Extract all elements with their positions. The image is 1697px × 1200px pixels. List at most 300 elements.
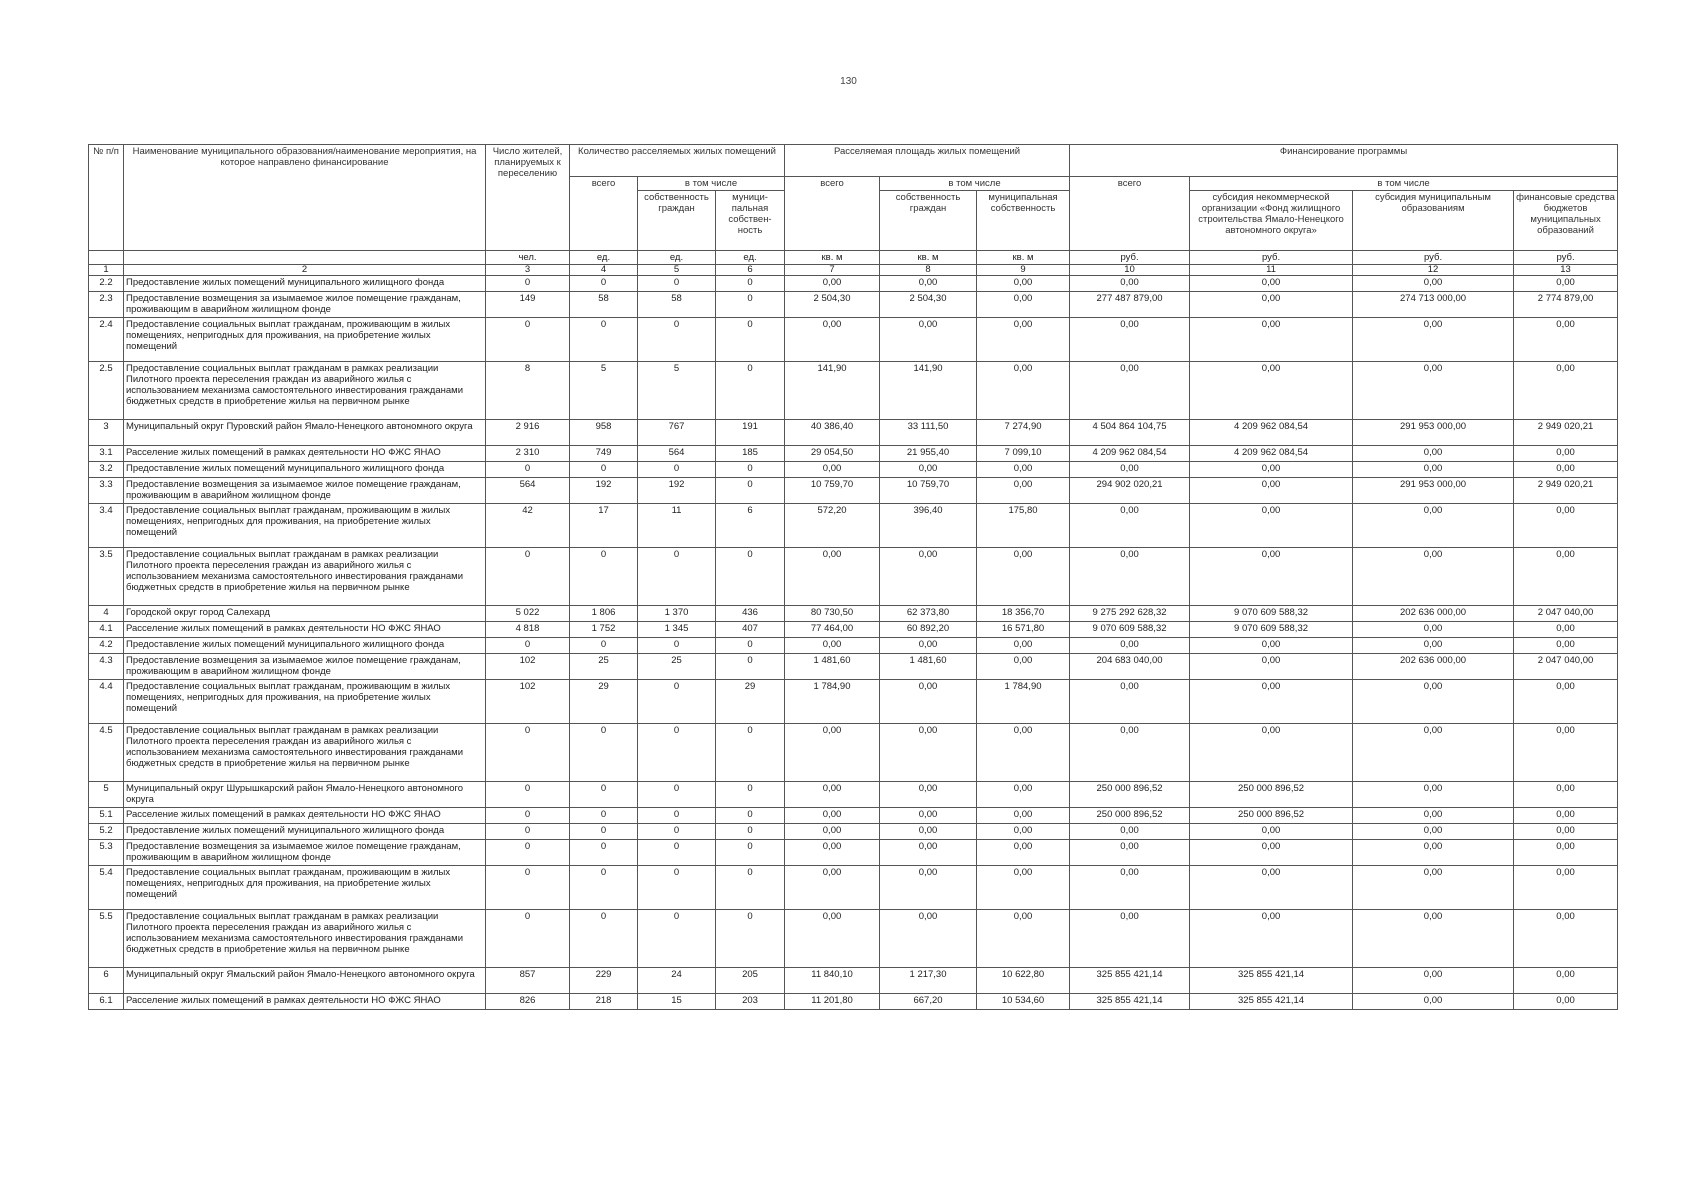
value-cell: 0,00 bbox=[880, 824, 977, 840]
header-fin-budget: финансовые средства бюджетов муниципальных образований bbox=[1514, 191, 1618, 251]
value-cell: 0,00 bbox=[1190, 292, 1353, 318]
unit-cell: ед. bbox=[570, 251, 638, 265]
value-cell: 0,00 bbox=[785, 866, 880, 910]
table-row bbox=[89, 606, 1618, 622]
header-residents: Число жителей, планируемых к переселению bbox=[486, 145, 570, 251]
unit-cell: кв. м bbox=[977, 251, 1070, 265]
value-cell: 0 bbox=[570, 724, 638, 782]
value-cell: 0,00 bbox=[1514, 362, 1618, 420]
value-cell: 0,00 bbox=[1514, 808, 1618, 824]
header-area: Расселяемая площадь жилых помещений bbox=[785, 145, 1070, 177]
value-cell: 274 713 000,00 bbox=[1353, 292, 1514, 318]
value-cell: 407 bbox=[716, 622, 785, 638]
value-cell: 0 bbox=[486, 910, 570, 968]
value-cell: 0,00 bbox=[1353, 504, 1514, 548]
unit-cell: кв. м bbox=[785, 251, 880, 265]
value-cell: 0 bbox=[638, 910, 716, 968]
value-cell: 0,00 bbox=[880, 318, 977, 362]
value-cell: 277 487 879,00 bbox=[1070, 292, 1190, 318]
value-cell: 0 bbox=[570, 276, 638, 292]
header-fin-total: всего bbox=[1070, 177, 1190, 251]
unit-cell: руб. bbox=[1190, 251, 1353, 265]
value-cell: 0,00 bbox=[977, 808, 1070, 824]
value-cell: 0,00 bbox=[977, 824, 1070, 840]
table-row bbox=[89, 292, 1618, 318]
program-table bbox=[88, 144, 1618, 1010]
value-cell: 0 bbox=[486, 548, 570, 606]
value-cell: 0 bbox=[486, 866, 570, 910]
table-row bbox=[89, 622, 1618, 638]
value-cell: 0 bbox=[716, 808, 785, 824]
value-cell: 4 504 864 104,75 bbox=[1070, 420, 1190, 446]
value-cell: 0,00 bbox=[1353, 622, 1514, 638]
value-cell: 218 bbox=[570, 994, 638, 1010]
value-cell: 0 bbox=[486, 638, 570, 654]
col-number: 11 bbox=[1190, 265, 1353, 276]
value-cell: 175,80 bbox=[977, 504, 1070, 548]
value-cell: 29 bbox=[570, 680, 638, 724]
value-cell: 0,00 bbox=[1190, 504, 1353, 548]
value-cell: 1 481,60 bbox=[880, 654, 977, 680]
value-cell: 202 636 000,00 bbox=[1353, 606, 1514, 622]
value-cell: 0,00 bbox=[977, 782, 1070, 808]
row-number: 3 bbox=[89, 420, 124, 446]
value-cell: 0 bbox=[486, 318, 570, 362]
table-row bbox=[89, 362, 1618, 420]
header-count-total: всего bbox=[570, 177, 638, 251]
value-cell: 667,20 bbox=[880, 994, 977, 1010]
value-cell: 149 bbox=[486, 292, 570, 318]
unit-cell: руб. bbox=[1514, 251, 1618, 265]
value-cell: 102 bbox=[486, 654, 570, 680]
value-cell: 42 bbox=[486, 504, 570, 548]
value-cell: 9 070 609 588,32 bbox=[1190, 606, 1353, 622]
value-cell: 0,00 bbox=[1353, 362, 1514, 420]
value-cell: 9 275 292 628,32 bbox=[1070, 606, 1190, 622]
value-cell: 11 840,10 bbox=[785, 968, 880, 994]
value-cell: 0 bbox=[638, 548, 716, 606]
col-number: 7 bbox=[785, 265, 880, 276]
row-number: 5.5 bbox=[89, 910, 124, 968]
table-row bbox=[89, 654, 1618, 680]
value-cell: 0,00 bbox=[1514, 622, 1618, 638]
value-cell: 325 855 421,14 bbox=[1070, 994, 1190, 1010]
value-cell: 6 bbox=[716, 504, 785, 548]
header-area-including: в том числе bbox=[880, 177, 1070, 191]
col-number: 10 bbox=[1070, 265, 1190, 276]
header-financing: Финансирование программы bbox=[1070, 145, 1618, 177]
value-cell: 0 bbox=[716, 548, 785, 606]
value-cell: 2 310 bbox=[486, 446, 570, 462]
value-cell: 0,00 bbox=[977, 654, 1070, 680]
value-cell: 7 099,10 bbox=[977, 446, 1070, 462]
value-cell: 0,00 bbox=[880, 808, 977, 824]
row-name: Предоставление жилых помещений муниципального жилищного фонда bbox=[124, 462, 486, 478]
value-cell: 0 bbox=[570, 866, 638, 910]
table-row bbox=[89, 478, 1618, 504]
table-row bbox=[89, 866, 1618, 910]
value-cell: 0,00 bbox=[1353, 824, 1514, 840]
table-body bbox=[89, 276, 1618, 1010]
row-number: 2.5 bbox=[89, 362, 124, 420]
table-row bbox=[89, 824, 1618, 840]
value-cell: 0,00 bbox=[785, 724, 880, 782]
value-cell: 141,90 bbox=[785, 362, 880, 420]
col-number: 12 bbox=[1353, 265, 1514, 276]
value-cell: 0 bbox=[570, 840, 638, 866]
value-cell: 0,00 bbox=[785, 638, 880, 654]
value-cell: 0,00 bbox=[1070, 462, 1190, 478]
value-cell: 0 bbox=[716, 462, 785, 478]
value-cell: 0,00 bbox=[1514, 824, 1618, 840]
table-row bbox=[89, 968, 1618, 994]
value-cell: 0,00 bbox=[1190, 318, 1353, 362]
value-cell: 0 bbox=[716, 276, 785, 292]
value-cell: 0,00 bbox=[977, 478, 1070, 504]
value-cell: 2 504,30 bbox=[880, 292, 977, 318]
value-cell: 21 955,40 bbox=[880, 446, 977, 462]
value-cell: 0,00 bbox=[1353, 276, 1514, 292]
row-name: Предоставление социальных выплат гражданам, проживающим в жилых помещениях, непригодных для проживания, на приобретение жилых помещений bbox=[124, 318, 486, 362]
value-cell: 0 bbox=[570, 782, 638, 808]
value-cell: 0,00 bbox=[880, 462, 977, 478]
row-name: Предоставление социальных выплат гражданам в рамках реализации Пилотного проекта переселения граждан из аварийного жилья с использованием механизма самостоятельного инвестирования гражданами бюджетных средств в приобретение жилья на первичном рынке bbox=[124, 362, 486, 420]
table-row bbox=[89, 724, 1618, 782]
value-cell: 0,00 bbox=[977, 866, 1070, 910]
value-cell: 0 bbox=[716, 654, 785, 680]
table-row bbox=[89, 910, 1618, 968]
value-cell: 0,00 bbox=[1190, 478, 1353, 504]
header-name: Наименование муниципального образования/наименование мероприятия, на которое направлено финансирование bbox=[124, 145, 486, 251]
value-cell: 0,00 bbox=[977, 462, 1070, 478]
row-name: Предоставление социальных выплат гражданам, проживающим в жилых помещениях, непригодных для проживания, на приобретение жилых помещений bbox=[124, 866, 486, 910]
value-cell: 80 730,50 bbox=[785, 606, 880, 622]
value-cell: 325 855 421,14 bbox=[1190, 968, 1353, 994]
value-cell: 4 209 962 084,54 bbox=[1190, 446, 1353, 462]
value-cell: 0 bbox=[638, 866, 716, 910]
value-cell: 0,00 bbox=[1514, 504, 1618, 548]
unit-cell: чел. bbox=[486, 251, 570, 265]
value-cell: 0,00 bbox=[880, 840, 977, 866]
value-cell: 0,00 bbox=[1070, 548, 1190, 606]
value-cell: 0,00 bbox=[1190, 548, 1353, 606]
row-name: Предоставление социальных выплат гражданам в рамках реализации Пилотного проекта переселения граждан из аварийного жилья с использованием механизма самостоятельного инвестирования гражданами бюджетных средств в приобретение жилья на первичном рынке bbox=[124, 548, 486, 606]
value-cell: 0 bbox=[486, 840, 570, 866]
value-cell: 11 201,80 bbox=[785, 994, 880, 1010]
value-cell: 4 209 962 084,54 bbox=[1070, 446, 1190, 462]
table-row bbox=[89, 808, 1618, 824]
value-cell: 0,00 bbox=[1353, 318, 1514, 362]
value-cell: 4 209 962 084,54 bbox=[1190, 420, 1353, 446]
value-cell: 0,00 bbox=[1514, 968, 1618, 994]
row-number: 4.2 bbox=[89, 638, 124, 654]
value-cell: 0,00 bbox=[1353, 548, 1514, 606]
row-name: Предоставление жилых помещений муниципального жилищного фонда bbox=[124, 638, 486, 654]
row-number: 2.2 bbox=[89, 276, 124, 292]
value-cell: 1 217,30 bbox=[880, 968, 977, 994]
value-cell: 0,00 bbox=[1514, 548, 1618, 606]
value-cell: 826 bbox=[486, 994, 570, 1010]
unit-cell: ед. bbox=[716, 251, 785, 265]
value-cell: 0,00 bbox=[1190, 680, 1353, 724]
header-count-including: в том числе bbox=[638, 177, 785, 191]
value-cell: 0,00 bbox=[1353, 782, 1514, 808]
col-number: 5 bbox=[638, 265, 716, 276]
value-cell: 0,00 bbox=[1070, 840, 1190, 866]
value-cell: 205 bbox=[716, 968, 785, 994]
value-cell: 0,00 bbox=[977, 910, 1070, 968]
value-cell: 0,00 bbox=[1190, 362, 1353, 420]
value-cell: 0 bbox=[638, 318, 716, 362]
value-cell: 0,00 bbox=[1070, 724, 1190, 782]
value-cell: 0 bbox=[570, 808, 638, 824]
value-cell: 0,00 bbox=[1353, 462, 1514, 478]
row-number: 4 bbox=[89, 606, 124, 622]
value-cell: 2 949 020,21 bbox=[1514, 420, 1618, 446]
value-cell: 0,00 bbox=[1070, 680, 1190, 724]
value-cell: 564 bbox=[486, 478, 570, 504]
value-cell: 5 bbox=[638, 362, 716, 420]
value-cell: 0,00 bbox=[785, 910, 880, 968]
value-cell: 0,00 bbox=[880, 782, 977, 808]
value-cell: 0,00 bbox=[1353, 840, 1514, 866]
value-cell: 141,90 bbox=[880, 362, 977, 420]
table-row bbox=[89, 420, 1618, 446]
row-number: 5.1 bbox=[89, 808, 124, 824]
value-cell: 62 373,80 bbox=[880, 606, 977, 622]
row-name: Муниципальный округ Ямальский район Ямало-Ненецкого автономного округа bbox=[124, 968, 486, 994]
page-number: 130 bbox=[840, 76, 857, 87]
value-cell: 291 953 000,00 bbox=[1353, 478, 1514, 504]
value-cell: 0 bbox=[570, 548, 638, 606]
value-cell: 4 818 bbox=[486, 622, 570, 638]
value-cell: 0,00 bbox=[1190, 866, 1353, 910]
unit-cell: руб. bbox=[1070, 251, 1190, 265]
col-number: 13 bbox=[1514, 265, 1618, 276]
value-cell: 0,00 bbox=[1514, 782, 1618, 808]
value-cell: 0 bbox=[638, 808, 716, 824]
row-name: Предоставление возмещения за изымаемое жилое помещение гражданам, проживающим в аварийном жилищном фонде bbox=[124, 840, 486, 866]
value-cell: 250 000 896,52 bbox=[1070, 782, 1190, 808]
value-cell: 5 022 bbox=[486, 606, 570, 622]
value-cell: 0 bbox=[570, 638, 638, 654]
value-cell: 0,00 bbox=[1514, 724, 1618, 782]
value-cell: 2 916 bbox=[486, 420, 570, 446]
value-cell: 0 bbox=[716, 824, 785, 840]
row-number: 4.1 bbox=[89, 622, 124, 638]
header-area-municipal: муниципальная собственность bbox=[977, 191, 1070, 251]
value-cell: 294 902 020,21 bbox=[1070, 478, 1190, 504]
col-number: 1 bbox=[89, 265, 124, 276]
col-number: 2 bbox=[124, 265, 486, 276]
value-cell: 0,00 bbox=[785, 318, 880, 362]
value-cell: 0,00 bbox=[1353, 446, 1514, 462]
value-cell: 0 bbox=[716, 782, 785, 808]
value-cell: 25 bbox=[570, 654, 638, 680]
value-cell: 5 bbox=[570, 362, 638, 420]
value-cell: 0,00 bbox=[880, 680, 977, 724]
header-fin-fund-subsidy: субсидия некоммерческой организации «Фонд жилищного строительства Ямало-Ненецкого автономного округа» bbox=[1190, 191, 1353, 251]
value-cell: 0,00 bbox=[785, 462, 880, 478]
value-cell: 0,00 bbox=[1353, 808, 1514, 824]
value-cell: 29 054,50 bbox=[785, 446, 880, 462]
value-cell: 1 345 bbox=[638, 622, 716, 638]
value-cell: 0,00 bbox=[977, 318, 1070, 362]
table-row bbox=[89, 680, 1618, 724]
row-number: 5.2 bbox=[89, 824, 124, 840]
value-cell: 0 bbox=[716, 724, 785, 782]
value-cell: 0,00 bbox=[880, 866, 977, 910]
value-cell: 0,00 bbox=[785, 824, 880, 840]
row-number: 6 bbox=[89, 968, 124, 994]
value-cell: 0,00 bbox=[785, 840, 880, 866]
value-cell: 192 bbox=[638, 478, 716, 504]
value-cell: 0,00 bbox=[1514, 910, 1618, 968]
value-cell: 572,20 bbox=[785, 504, 880, 548]
row-number: 3.1 bbox=[89, 446, 124, 462]
value-cell: 0,00 bbox=[1514, 446, 1618, 462]
table-row bbox=[89, 504, 1618, 548]
value-cell: 0 bbox=[570, 318, 638, 362]
value-cell: 0 bbox=[716, 638, 785, 654]
value-cell: 10 759,70 bbox=[880, 478, 977, 504]
value-cell: 204 683 040,00 bbox=[1070, 654, 1190, 680]
row-number: 5 bbox=[89, 782, 124, 808]
header-fin-municipal-subsidy: субсидия муниципальным образованиям bbox=[1353, 191, 1514, 251]
value-cell: 0,00 bbox=[977, 724, 1070, 782]
value-cell: 0,00 bbox=[977, 638, 1070, 654]
value-cell: 9 070 609 588,32 bbox=[1190, 622, 1353, 638]
value-cell: 767 bbox=[638, 420, 716, 446]
header-area-total: всего bbox=[785, 177, 880, 251]
col-number: 6 bbox=[716, 265, 785, 276]
unit-cell: ед. bbox=[638, 251, 716, 265]
row-number: 2.4 bbox=[89, 318, 124, 362]
value-cell: 0,00 bbox=[1190, 276, 1353, 292]
value-cell: 0 bbox=[638, 840, 716, 866]
value-cell: 0,00 bbox=[1353, 680, 1514, 724]
row-name: Предоставление жилых помещений муниципального жилищного фонда bbox=[124, 276, 486, 292]
value-cell: 11 bbox=[638, 504, 716, 548]
value-cell: 0,00 bbox=[1070, 824, 1190, 840]
value-cell: 0,00 bbox=[1514, 994, 1618, 1010]
row-number: 4.4 bbox=[89, 680, 124, 724]
value-cell: 202 636 000,00 bbox=[1353, 654, 1514, 680]
value-cell: 0,00 bbox=[1353, 910, 1514, 968]
value-cell: 0,00 bbox=[1353, 638, 1514, 654]
value-cell: 0,00 bbox=[880, 548, 977, 606]
value-cell: 0,00 bbox=[1514, 680, 1618, 724]
value-cell: 10 759,70 bbox=[785, 478, 880, 504]
row-number: 6.1 bbox=[89, 994, 124, 1010]
table-row bbox=[89, 276, 1618, 292]
table-row bbox=[89, 782, 1618, 808]
row-name: Предоставление социальных выплат гражданам в рамках реализации Пилотного проекта переселения граждан из аварийного жилья с использованием механизма самостоятельного инвестирования гражданами бюджетных средств в приобретение жилья на первичном рынке bbox=[124, 724, 486, 782]
value-cell: 0 bbox=[486, 824, 570, 840]
value-cell: 18 356,70 bbox=[977, 606, 1070, 622]
value-cell: 1 481,60 bbox=[785, 654, 880, 680]
table-row bbox=[89, 462, 1618, 478]
value-cell: 77 464,00 bbox=[785, 622, 880, 638]
row-name: Расселение жилых помещений в рамках деятельности НО ФЖС ЯНАО bbox=[124, 622, 486, 638]
value-cell: 60 892,20 bbox=[880, 622, 977, 638]
value-cell: 58 bbox=[570, 292, 638, 318]
value-cell: 0,00 bbox=[1070, 362, 1190, 420]
row-number: 2.3 bbox=[89, 292, 124, 318]
value-cell: 0 bbox=[638, 462, 716, 478]
value-cell: 0,00 bbox=[1190, 910, 1353, 968]
value-cell: 749 bbox=[570, 446, 638, 462]
value-cell: 1 806 bbox=[570, 606, 638, 622]
row-number: 3.4 bbox=[89, 504, 124, 548]
value-cell: 0,00 bbox=[1070, 910, 1190, 968]
value-cell: 0 bbox=[638, 824, 716, 840]
value-cell: 203 bbox=[716, 994, 785, 1010]
value-cell: 0 bbox=[716, 840, 785, 866]
value-cell: 0,00 bbox=[1190, 840, 1353, 866]
value-cell: 0 bbox=[638, 680, 716, 724]
value-cell: 229 bbox=[570, 968, 638, 994]
value-cell: 0,00 bbox=[1514, 638, 1618, 654]
value-cell: 2 949 020,21 bbox=[1514, 478, 1618, 504]
value-cell: 2 774 879,00 bbox=[1514, 292, 1618, 318]
col-number: 9 bbox=[977, 265, 1070, 276]
value-cell: 2 504,30 bbox=[785, 292, 880, 318]
value-cell: 0 bbox=[486, 782, 570, 808]
value-cell: 7 274,90 bbox=[977, 420, 1070, 446]
header-count-citizen: собственность граждан bbox=[638, 191, 716, 251]
value-cell: 24 bbox=[638, 968, 716, 994]
value-cell: 1 370 bbox=[638, 606, 716, 622]
value-cell: 396,40 bbox=[880, 504, 977, 548]
value-cell: 17 bbox=[570, 504, 638, 548]
value-cell: 0 bbox=[638, 724, 716, 782]
value-cell: 0,00 bbox=[977, 362, 1070, 420]
value-cell: 29 bbox=[716, 680, 785, 724]
table-row bbox=[89, 446, 1618, 462]
value-cell: 0,00 bbox=[1190, 462, 1353, 478]
value-cell: 0,00 bbox=[785, 276, 880, 292]
unit-cell: кв. м bbox=[880, 251, 977, 265]
table-row bbox=[89, 318, 1618, 362]
value-cell: 958 bbox=[570, 420, 638, 446]
value-cell: 0 bbox=[716, 362, 785, 420]
value-cell: 291 953 000,00 bbox=[1353, 420, 1514, 446]
value-cell: 102 bbox=[486, 680, 570, 724]
row-number: 4.3 bbox=[89, 654, 124, 680]
row-number: 5.3 bbox=[89, 840, 124, 866]
value-cell: 0,00 bbox=[1353, 724, 1514, 782]
value-cell: 0,00 bbox=[1514, 840, 1618, 866]
value-cell: 250 000 896,52 bbox=[1190, 782, 1353, 808]
value-cell: 0,00 bbox=[1514, 462, 1618, 478]
table-row bbox=[89, 840, 1618, 866]
value-cell: 0,00 bbox=[1514, 276, 1618, 292]
row-name: Предоставление возмещения за изымаемое жилое помещение гражданам, проживающим в аварийном жилищном фонде bbox=[124, 478, 486, 504]
value-cell: 0,00 bbox=[1353, 994, 1514, 1010]
value-cell: 1 752 bbox=[570, 622, 638, 638]
row-number: 3.2 bbox=[89, 462, 124, 478]
value-cell: 33 111,50 bbox=[880, 420, 977, 446]
value-cell: 0 bbox=[716, 318, 785, 362]
value-cell: 16 571,80 bbox=[977, 622, 1070, 638]
row-name: Предоставление жилых помещений муниципального жилищного фонда bbox=[124, 824, 486, 840]
row-name: Муниципальный округ Шурышкарский район Ямало-Ненецкого автономного округа bbox=[124, 782, 486, 808]
header-count-municipal: муници-пальная собствен-ность bbox=[716, 191, 785, 251]
value-cell: 0,00 bbox=[1070, 638, 1190, 654]
value-cell: 191 bbox=[716, 420, 785, 446]
value-cell: 0,00 bbox=[977, 276, 1070, 292]
